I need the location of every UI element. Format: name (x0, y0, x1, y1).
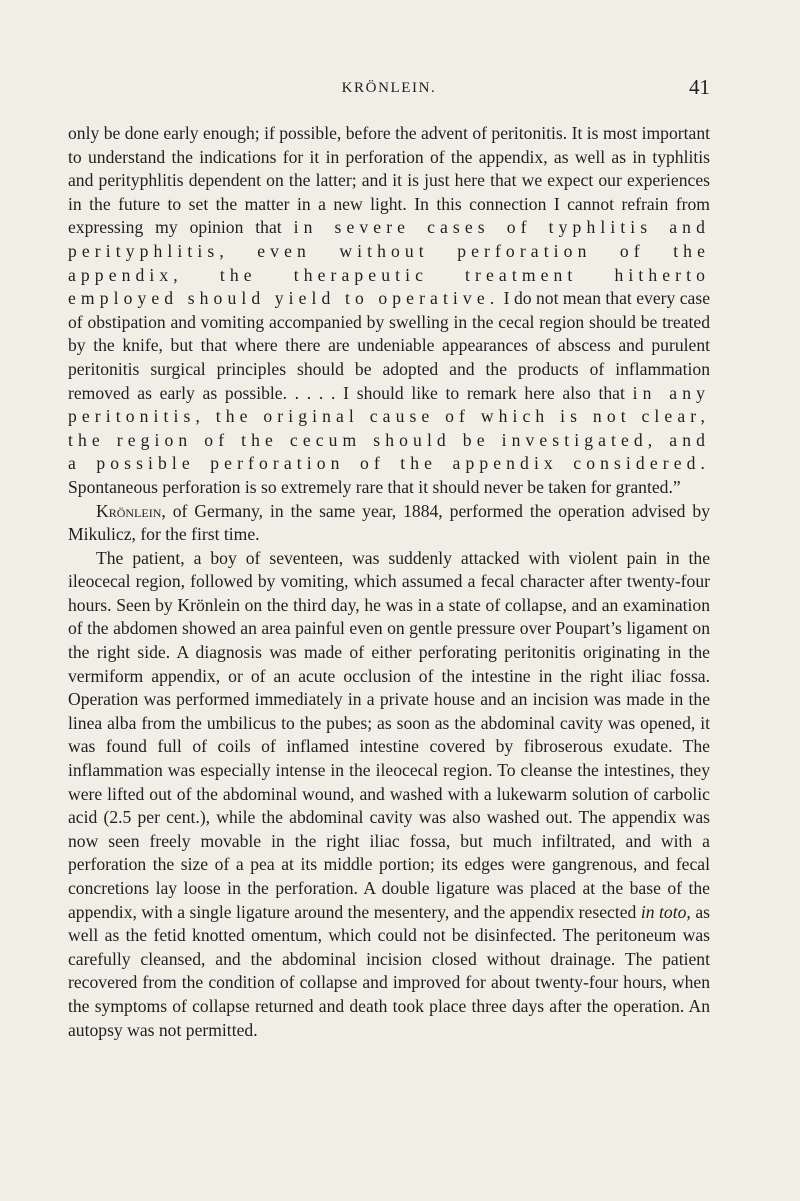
running-head: KRÖNLEIN. (341, 80, 437, 96)
text-run: only be done early enough; if possible, before the advent of peritonitis. It is most important to understand the indications for it in perforation of the appendix, as well as in typhlitis and perityphlitis dependent on the latter; and it is just here that we expect our experiences in the future to set the matter in a new light. In this connection I cannot refrain from expressing my opinion that (68, 123, 710, 238)
spaced-emphasis: in any peritonitis, the original cause of which is not clear, the region of the cecum should be investigated, and a possible perforation of the appendix considered. (68, 382, 710, 474)
text-run: as well as the fetid knotted omentum, which could not be disinfected. The peritoneum was carefully cleansed, and the abdominal incision closed without drainage. The patient recovered from the condition of collapse and improved for about twenty-four hours, when the symptoms of collapse returned and death took place three days after the operation. An autopsy was not permitted. (68, 901, 710, 1040)
text-run: Spontaneous perforation is so extremely rare that it should never be taken for granted.” (68, 476, 681, 497)
text-run: I do not mean that every case of obstipation and vomiting accompanied by swelling in the cecal region should be treated by the knife, but that where there are undeniable appearances of abscess and purulent peritonitis surgical principles should be adopted and the products of inflammation removed as early as possible. . . . . I should like to remark here also that (68, 288, 711, 403)
paragraph-case-report (68, 547, 710, 1042)
page-number: 41 (689, 75, 710, 99)
italic-phrase: in toto, (640, 901, 691, 922)
text-run: , of Germany, in the same year, 1884, performed the operation advised by Mikulicz, for the first time. (68, 500, 710, 545)
paragraph-kronlein (68, 500, 710, 547)
page-header (68, 75, 710, 108)
paragraph-quote-continuation (68, 122, 710, 500)
author-name: Krönlein (96, 500, 162, 521)
body-text (68, 122, 710, 1042)
text-run: The patient, a boy of seventeen, was suddenly attacked with violent pain in the ileocecal region, followed by vomiting, which assumed a fecal character after twenty-four hours. Seen by Krönlein on the third day, he was in a state of collapse, and an examination of the abdomen showed an area painful even on gentle pressure over Poupart’s ligament on the right side. A diagnosis was made of either perforating peritonitis originating in the vermiform appendix, or of an acute occlusion of the intestine in the right iliac fossa. Operation was performed immediately in a private house and an incision was made in the linea alba from the umbilicus to the pubes; as soon as the abdominal cavity was opened, it was found full of coils of inflamed intestine covered by fibroserous exudate. The inflammation was especially intense in the ileocecal region. To cleanse the intestines, they were lifted out of the abdominal wound, and washed with a lukewarm solution of carbolic acid (2.5 per cent.), while the abdominal cavity was also washed out. The appendix was now seen freely movable in the right iliac fossa, but much infiltrated, and with a perforation the size of a pea at its middle portion; its edges were gangrenous, and fecal concretions lay loose in the perforation. A double ligature was placed at the base of the appendix, with a single ligature around the mesentery, and the appendix resected (68, 547, 710, 922)
spaced-emphasis: in severe cases of typhlitis and perityphlitis, even without perforation of the appendix, the therapeutic treatment hitherto employed should yield to operative. (68, 217, 710, 309)
